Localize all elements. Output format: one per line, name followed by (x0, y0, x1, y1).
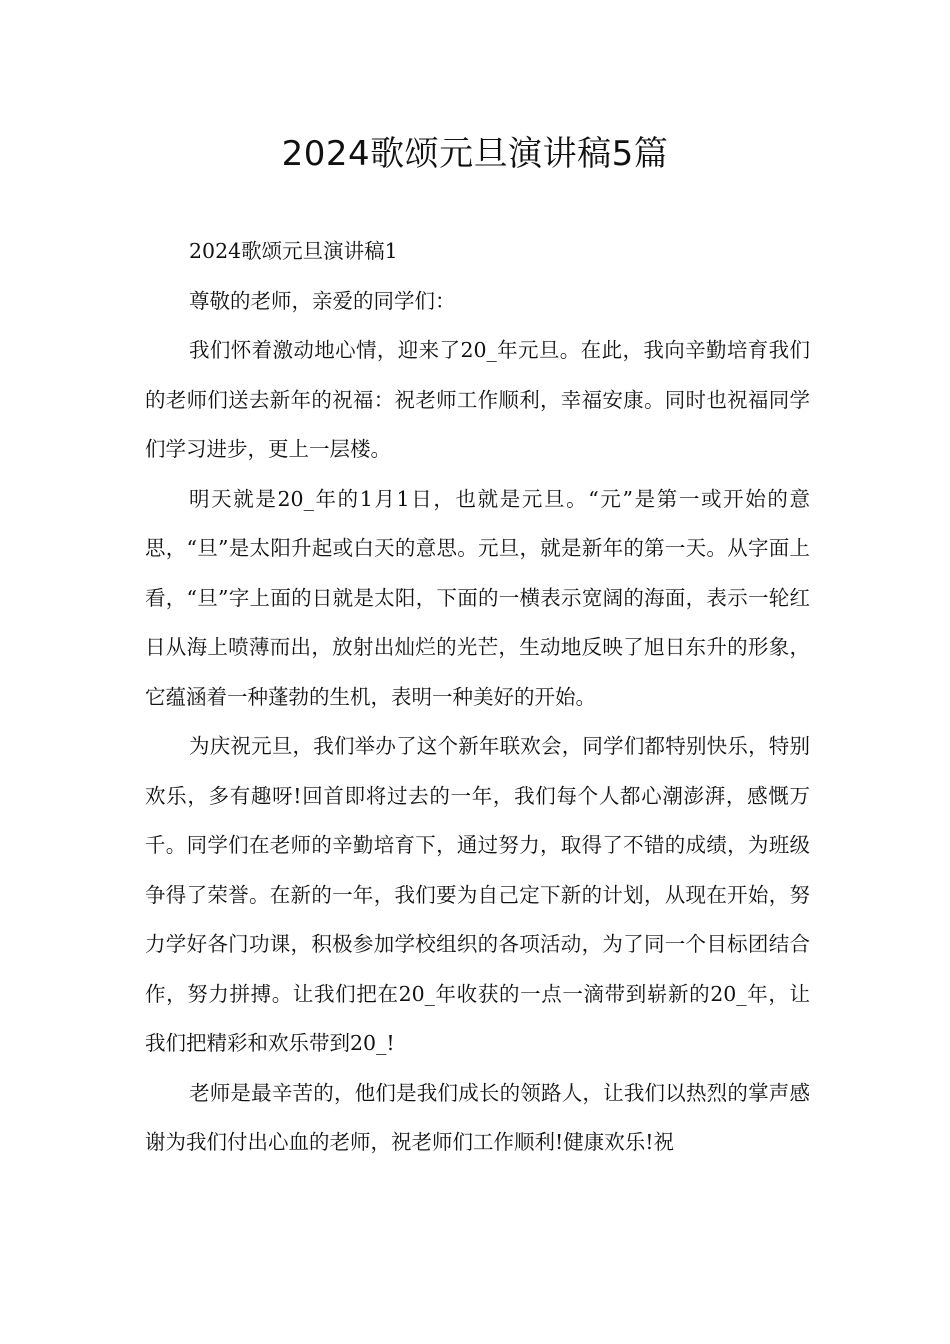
document-title: 2024歌颂元旦演讲稿5篇 (281, 134, 669, 174)
body-paragraph: 我们怀着激动地心情，迎来了20_年元旦。在此，我向辛勤培育我们的老师们送去新年的祝福：祝老师工作顺利，幸福安康。同时也祝福同学们学习进步，更上一层楼。 (145, 338, 810, 461)
section-heading: 2024歌颂元旦演讲稿1 (189, 239, 398, 263)
body-paragraph: 明天就是20_年的1月1日，也就是元旦。“元”是第一或开始的意思，“旦”是太阳升起或白天的意思。元旦，就是新年的第一天。从字面上看，“旦”字上面的日就是太阳，下面的一横表示宽阔的海面，表示一轮红日从海上喷薄而出，放射出灿烂的光芒，生动地反映了旭日东升的形象，它蕴涵着一种蓬勃的生机，表明一种美好的开始。 (145, 486, 810, 709)
body-paragraph: 老师是最辛苦的，他们是我们成长的领路人，让我们以热烈的掌声感谢为我们付出心血的老师，祝老师们工作顺利!健康欢乐!祝 (145, 1080, 810, 1154)
salutation-paragraph: 尊敬的老师，亲爱的同学们： (189, 288, 456, 313)
body-paragraph: 为庆祝元旦，我们举办了这个新年联欢会，同学们都特别快乐，特别欢乐，多有趣呀!回首即将过去的一年，我们每个人都心潮澎湃，感慨万千。同学们在老师的辛勤培育下，通过努力，取得了不错的成绩，为班级争得了荣誉。在新的一年，我们要为自己定下新的计划，从现在开始，努力学好各门功课，积极参加学校组织的各项活动，为了同一个目标团结合作，努力拼搏。让我们把在20_年收获的一点一滴带到崭新的20_年，让我们把精彩和欢乐带到20_! (145, 734, 810, 1055)
document-body (145, 227, 810, 1168)
